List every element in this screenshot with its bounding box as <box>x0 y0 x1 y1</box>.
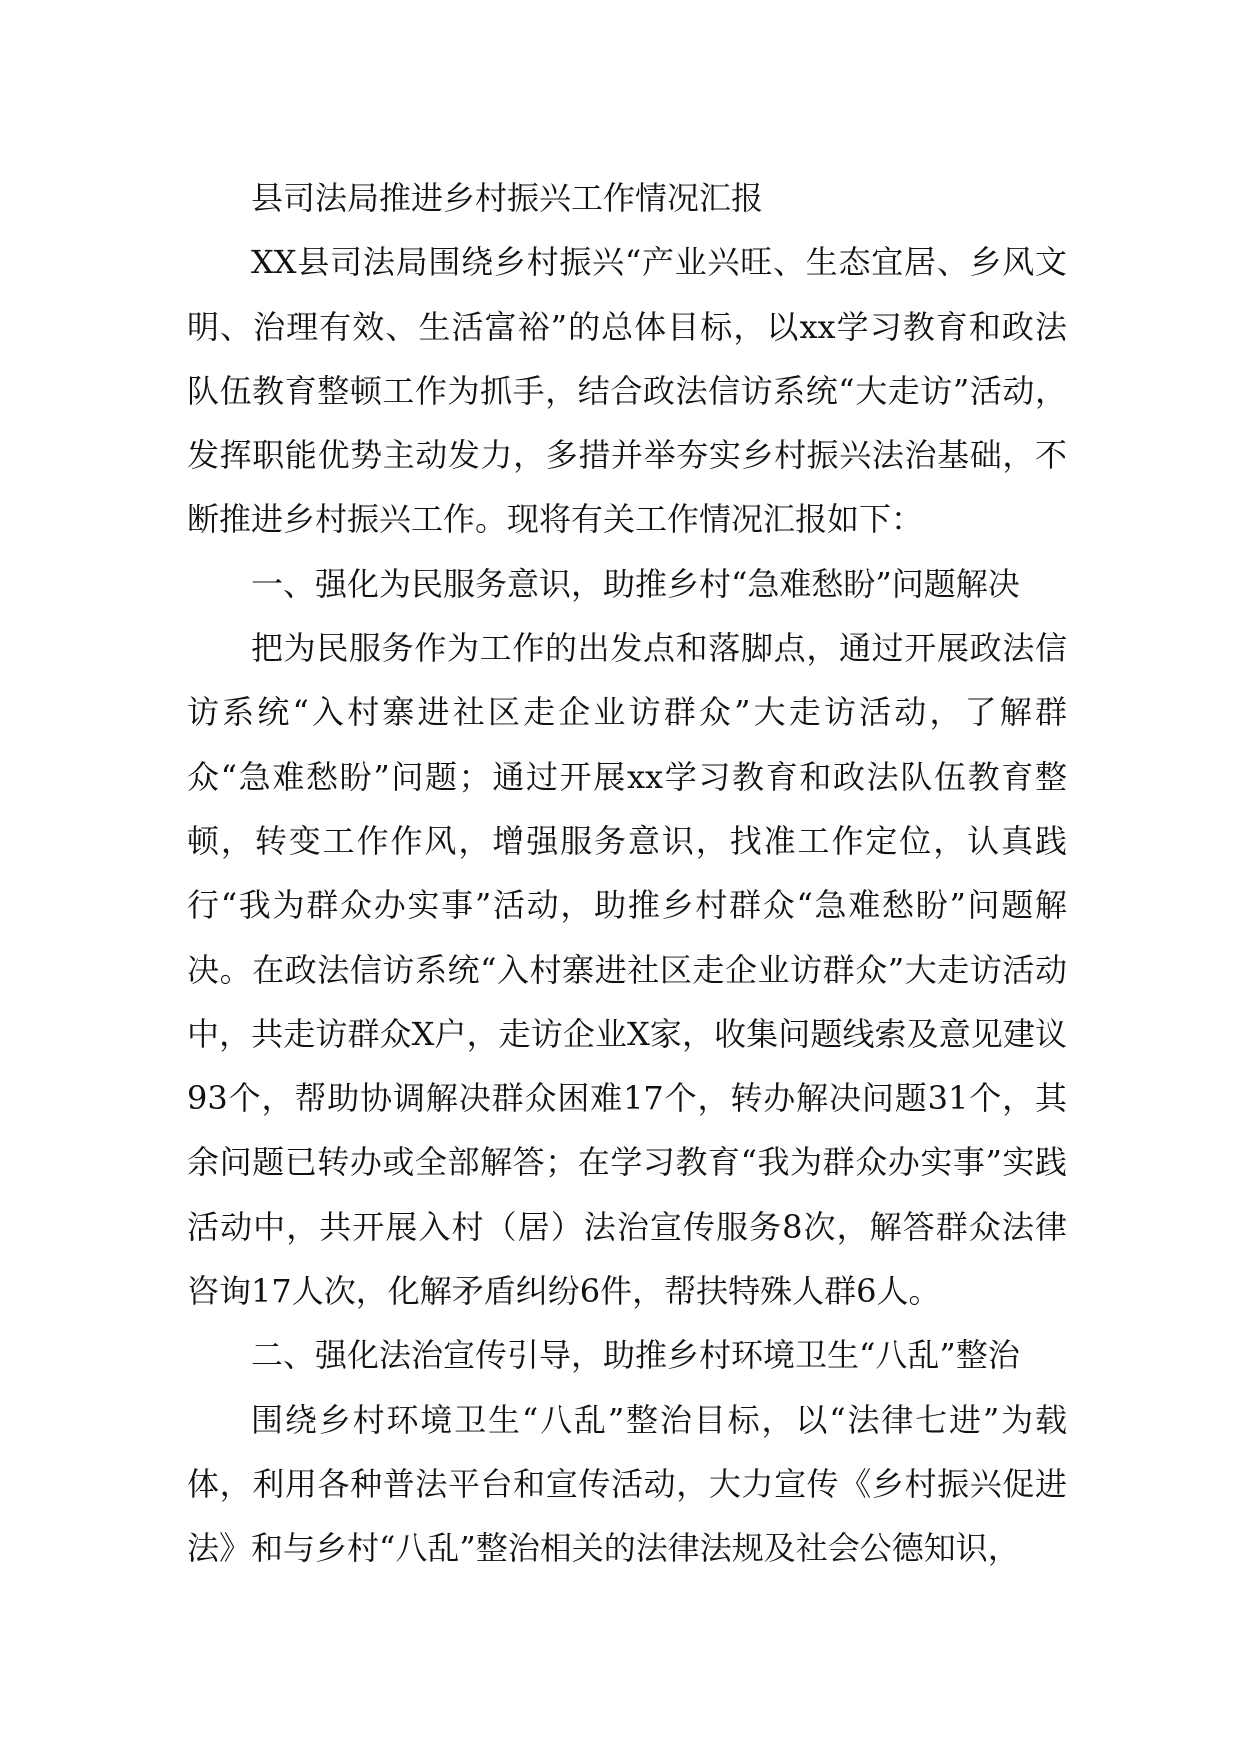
document-body <box>187 166 1067 1581</box>
section-heading-1: 一、强化为民服务意识，助推乡村“急难愁盼”问题解决 <box>251 564 1020 603</box>
intro-paragraph: XX县司法局围绕乡村振兴“产业兴旺、生态宜居、乡风文明、治理有效、生活富裕”的总体目标，以xx学习教育和政法队伍教育整顿工作为抓手，结合政法信访系统“大走访”活动，发挥职能优势主动发力，多措并举夯实乡村振兴法治基础，不断推进乡村振兴工作。现将有关工作情况汇报如下： <box>187 243 1067 539</box>
document-title: 县司法局推进乡村振兴工作情况汇报 <box>251 179 764 217</box>
section-2-paragraph: 围绕乡村环境卫生“八乱”整治目标，以“法律七进”为载体，利用各种普法平台和宣传活动，大力宣传《乡村振兴促进法》和与乡村“八乱”整治相关的法律法规及社会公德知识， <box>187 1400 1067 1568</box>
section-heading-2: 二、强化法治宣传引导，助推乡村环境卫生“八乱”整治 <box>251 1336 1020 1375</box>
section-1-paragraph: 把为民服务作为工作的出发点和落脚点，通过开展政法信访系统“入村寨进社区走企业访群众”大走访活动，了解群众“急难愁盼”问题；通过开展xx学习教育和政法队伍教育整顿，转变工作作风，增强服务意识，找准工作定位，认真践行“我为群众办实事”活动，助推乡村群众“急难愁盼”问题解决。在政法信访系统“入村寨进社区走企业访群众”大走访活动中，共走访群众X户，走访企业X家，收集问题线索及意见建议93个，帮助协调解决群众困难17个，转办解决问题31个，其余问题已转办或全部解答；在学习教育“我为群众办实事”实践活动中，共开展入村（居）法治宣传服务8次，解答群众法律咨询17人次，化解矛盾纠纷6件，帮扶特殊人群6人。 <box>187 629 1067 1311</box>
